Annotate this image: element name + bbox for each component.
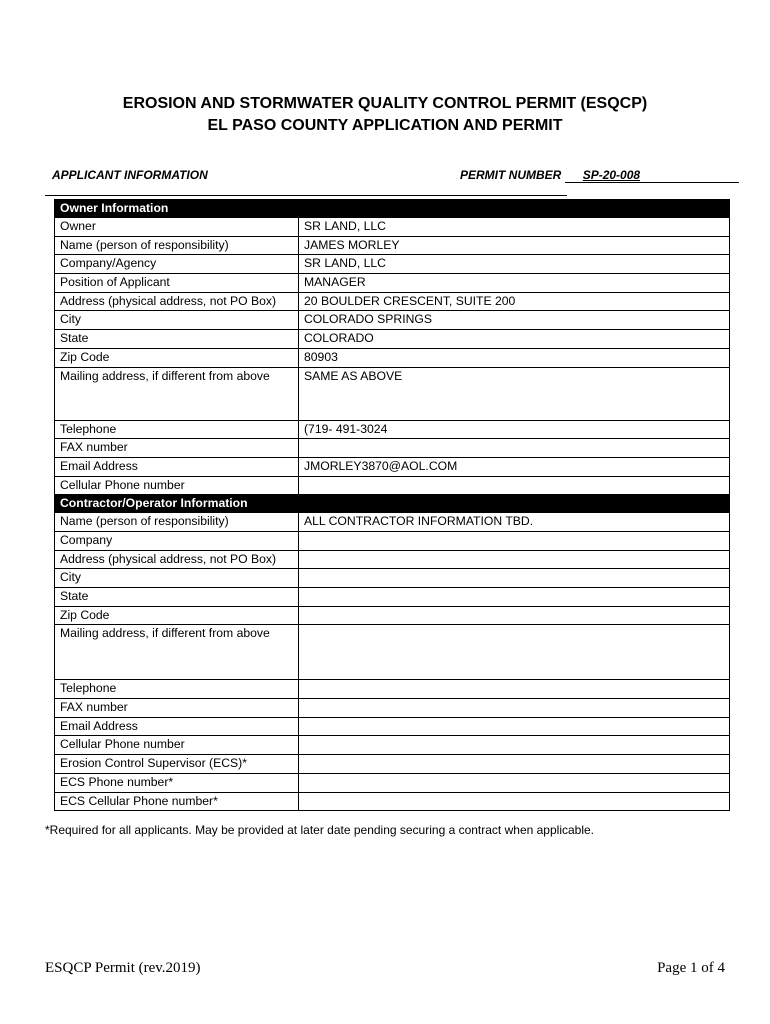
required-footnote: *Required for all applicants. May be provided at later date pending securing a contract when applicable. xyxy=(45,823,594,837)
form-row xyxy=(55,274,730,293)
field-label: FAX number xyxy=(55,699,299,718)
field-label: Owner xyxy=(55,218,299,237)
field-label: Telephone xyxy=(55,680,299,699)
field-label: ECS Cellular Phone number* xyxy=(55,792,299,811)
field-label: Cellular Phone number xyxy=(55,476,299,495)
field-value[interactable] xyxy=(299,680,730,699)
footer-document-id: ESQCP Permit (rev.2019) xyxy=(45,960,201,976)
form-row xyxy=(55,569,730,588)
form-row xyxy=(55,255,730,274)
form-row xyxy=(55,755,730,774)
header-divider xyxy=(45,195,567,196)
field-value[interactable] xyxy=(299,773,730,792)
form-row xyxy=(55,588,730,607)
form-row xyxy=(55,457,730,476)
form-row xyxy=(55,625,730,680)
field-label: Telephone xyxy=(55,420,299,439)
field-label: Company/Agency xyxy=(55,255,299,274)
field-label: ECS Phone number* xyxy=(55,773,299,792)
field-value[interactable] xyxy=(299,439,730,458)
field-value[interactable] xyxy=(299,550,730,569)
contractor-section-title: Contractor/Operator Information xyxy=(55,495,730,513)
form-row xyxy=(55,476,730,495)
field-value[interactable]: COLORADO xyxy=(299,330,730,349)
form-title: EROSION AND STORMWATER QUALITY CONTROL PERMIT (ESQCP) xyxy=(122,95,648,112)
field-value[interactable] xyxy=(299,699,730,718)
application-form-table xyxy=(54,199,730,811)
form-row xyxy=(55,420,730,439)
field-value[interactable] xyxy=(299,569,730,588)
form-row xyxy=(55,531,730,550)
form-row xyxy=(55,311,730,330)
permit-number-block xyxy=(460,168,739,183)
field-label: State xyxy=(55,588,299,607)
field-label: State xyxy=(55,330,299,349)
owner-section-header xyxy=(55,200,730,218)
field-value[interactable] xyxy=(299,717,730,736)
permit-number-value[interactable]: SP-20-008 xyxy=(565,168,739,183)
field-value[interactable]: SR LAND, LLC xyxy=(299,255,730,274)
field-value[interactable]: MANAGER xyxy=(299,274,730,293)
form-row xyxy=(55,218,730,237)
field-label: Cellular Phone number xyxy=(55,736,299,755)
permit-number-label: PERMIT NUMBER xyxy=(460,168,562,182)
field-value[interactable]: SAME AS ABOVE xyxy=(299,367,730,420)
form-row xyxy=(55,292,730,311)
field-value[interactable]: 20 BOULDER CRESCENT, SUITE 200 xyxy=(299,292,730,311)
field-label: Zip Code xyxy=(55,606,299,625)
field-label: Company xyxy=(55,531,299,550)
form-row xyxy=(55,792,730,811)
owner-section-title: Owner Information xyxy=(55,200,730,218)
field-label: Email Address xyxy=(55,717,299,736)
field-label: City xyxy=(55,311,299,330)
field-value[interactable]: SR LAND, LLC xyxy=(299,218,730,237)
contractor-section-header xyxy=(55,495,730,513)
field-label: Name (person of responsibility) xyxy=(55,513,299,532)
form-row xyxy=(55,513,730,532)
form-subtitle: EL PASO COUNTY APPLICATION AND PERMIT xyxy=(207,117,563,134)
form-row xyxy=(55,439,730,458)
form-row xyxy=(55,550,730,569)
field-value[interactable]: JMORLEY3870@AOL.COM xyxy=(299,457,730,476)
form-row xyxy=(55,699,730,718)
field-label: Mailing address, if different from above xyxy=(55,625,299,680)
field-value[interactable] xyxy=(299,736,730,755)
field-value[interactable] xyxy=(299,476,730,495)
field-label: City xyxy=(55,569,299,588)
field-label: Position of Applicant xyxy=(55,274,299,293)
field-value[interactable]: JAMES MORLEY xyxy=(299,236,730,255)
field-value[interactable]: COLORADO SPRINGS xyxy=(299,311,730,330)
applicant-info-heading: APPLICANT INFORMATION xyxy=(52,168,208,182)
field-label: Erosion Control Supervisor (ECS)* xyxy=(55,755,299,774)
field-value[interactable] xyxy=(299,588,730,607)
form-row xyxy=(55,236,730,255)
form-row xyxy=(55,367,730,420)
field-value[interactable] xyxy=(299,792,730,811)
field-label: Zip Code xyxy=(55,348,299,367)
field-label: Mailing address, if different from above xyxy=(55,367,299,420)
field-label: Address (physical address, not PO Box) xyxy=(55,550,299,569)
field-label: Address (physical address, not PO Box) xyxy=(55,292,299,311)
form-row xyxy=(55,736,730,755)
field-label: Email Address xyxy=(55,457,299,476)
form-row xyxy=(55,717,730,736)
field-value[interactable] xyxy=(299,531,730,550)
form-row xyxy=(55,773,730,792)
form-row xyxy=(55,348,730,367)
field-label: FAX number xyxy=(55,439,299,458)
field-value[interactable] xyxy=(299,755,730,774)
field-value[interactable]: 80903 xyxy=(299,348,730,367)
field-value[interactable]: (719- 491-3024 xyxy=(299,420,730,439)
field-value[interactable]: ALL CONTRACTOR INFORMATION TBD. xyxy=(299,513,730,532)
field-value[interactable] xyxy=(299,625,730,680)
field-label: Name (person of responsibility) xyxy=(55,236,299,255)
form-row xyxy=(55,680,730,699)
form-row xyxy=(55,330,730,349)
form-row xyxy=(55,606,730,625)
footer-page-number: Page 1 of 4 xyxy=(657,960,725,976)
field-value[interactable] xyxy=(299,606,730,625)
